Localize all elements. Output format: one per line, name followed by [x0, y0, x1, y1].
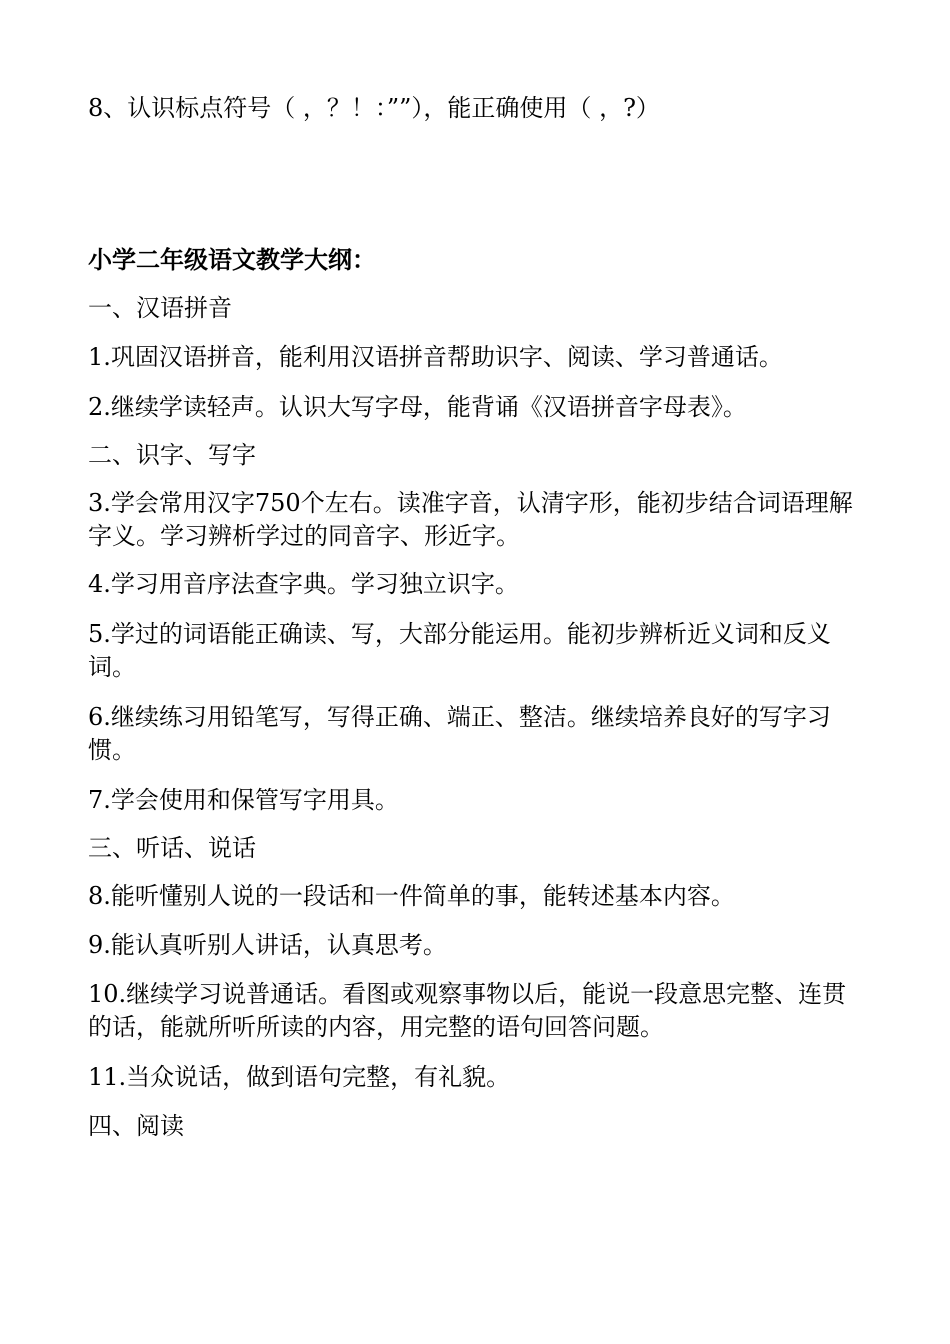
list-item: 11.当众说话，做到语句完整，有礼貌。 [88, 1063, 511, 1091]
section-heading: 一、汉语拼音 [88, 294, 232, 322]
list-item: 7.学会使用和保管写字用具。 [88, 786, 399, 814]
page-title: 小学二年级语文教学大纲： [88, 246, 376, 274]
list-item: 10.继续学习说普通话。看图或观察事物以后，能说一段意思完整、连贯的话，能就所听所读的内容，用完整的语句回答问题。 [88, 980, 847, 1041]
list-item: 5.学过的词语能正确读、写，大部分能运用。能初步辨析近义词和反义词。 [88, 620, 831, 681]
section-heading: 二、识字、写字 [88, 441, 256, 469]
list-item: 2.继续学读轻声。认识大写字母，能背诵《汉语拼音字母表》。 [88, 393, 747, 421]
list-item: 8.能听懂别人说的一段话和一件简单的事，能转述基本内容。 [88, 882, 735, 910]
section-heading: 四、阅读 [88, 1112, 184, 1140]
list-item: 6.继续练习用铅笔写，写得正确、端正、整洁。继续培养良好的写字习惯。 [88, 703, 831, 764]
list-item: 1.巩固汉语拼音，能利用汉语拼音帮助识字、阅读、学习普通话。 [88, 343, 783, 371]
list-item: 3.学会常用汉字750个左右。读准字音，认清字形，能初步结合词语理解字义。学习辨析学过的同音字、形近字。 [88, 489, 853, 550]
intro-line: 8、认识标点符号（ ，？！：””），能正确使用（ ，?） [88, 94, 660, 122]
section-heading: 三、听话、说话 [88, 834, 256, 862]
list-item: 9.能认真听别人讲话，认真思考。 [88, 931, 447, 959]
list-item: 4.学习用音序法查字典。学习独立识字。 [88, 570, 519, 598]
